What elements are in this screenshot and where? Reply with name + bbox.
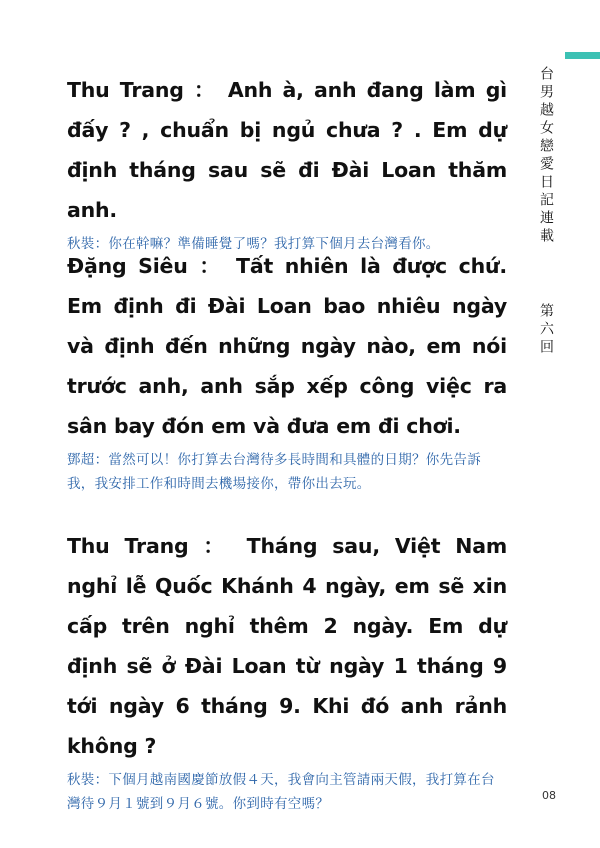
vietnamese-text: Thu Trang ： Anh à, anh đang làm gì đấy ? , chuẩn bị ngủ chưa ? . Em dự định tháng sau sẽ đi Đài Loan thăm anh.: [67, 78, 507, 222]
accent-bar: [565, 52, 600, 59]
page-number: 08: [542, 789, 556, 802]
dialogue-block: [67, 70, 507, 256]
chinese-translation: 秋裝：下個月越南國慶節放假４天，我會向主管請兩天假，我打算在台灣待９月１號到９月６號。你到時有空嗎？: [67, 772, 495, 812]
vietnamese-text: Đặng Siêu ： Tất nhiên là được chứ. Em định đi Đài Loan bao nhiêu ngày và định đến những ngày nào, em nói trước anh, anh sắp xếp công việc ra sân bay đón em và đưa em đi chơi.: [67, 254, 507, 438]
dialogue-block: [67, 246, 507, 496]
chinese-translation: 鄧超：當然可以！你打算去台灣待多長時間和具體的日期？你先告訴我，我安排工作和時間去機場接你，帶你出去玩。: [67, 452, 481, 492]
vietnamese-text: Thu Trang ： Tháng sau, Việt Nam nghỉ lễ Quốc Khánh 4 ngày, em sẽ xin cấp trên nghỉ thêm 2 ngày. Em dự định sẽ ở Đài Loan từ ngày 1 tháng 9 tới ngày 6 tháng 9. Khi đó anh rảnh không ?: [67, 534, 507, 758]
series-title: 台男越女戀愛日記連載: [538, 66, 554, 246]
chinese-translation: 秋裝：你在幹嘛？準備睡覺了嗎？我打算下個月去台灣看你。: [67, 236, 440, 252]
dialogue-block: [67, 526, 507, 816]
chapter-label: 第六回: [538, 303, 554, 357]
